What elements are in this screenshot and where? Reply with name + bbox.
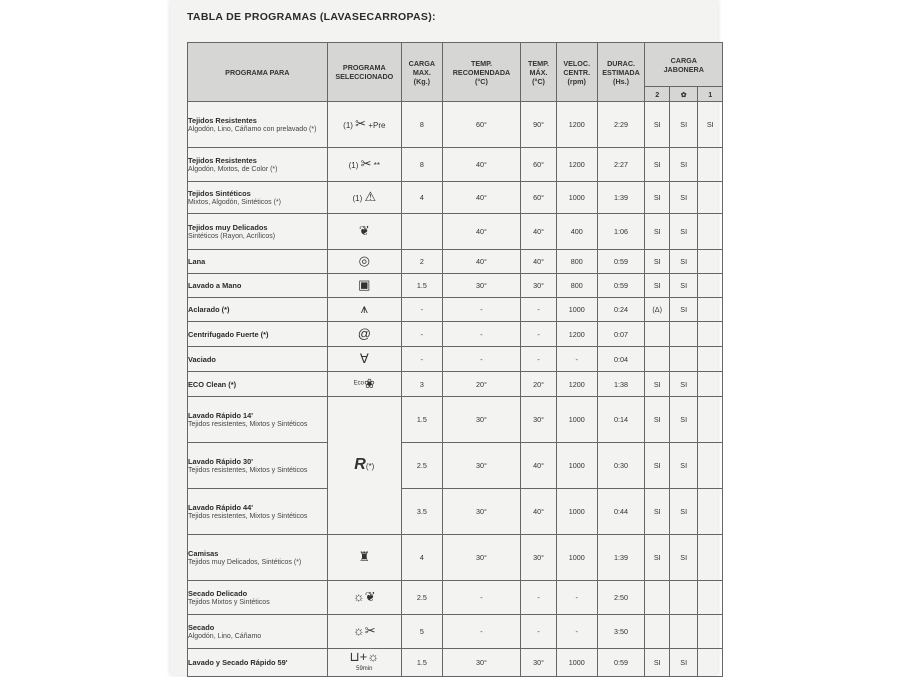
table-row (188, 148, 723, 182)
program-name (188, 298, 328, 322)
header-line: TEMP. (470, 58, 492, 68)
jab-flower-cell: SI (669, 250, 698, 274)
durac-cell: 3:50 (597, 615, 645, 649)
header-durac-estimada (597, 43, 645, 102)
header-line: SELECCIONADO (335, 72, 394, 81)
jab-flower-cell (669, 615, 698, 649)
header-line: ESTIMADA (602, 67, 640, 77)
eco-label: Eco (353, 379, 365, 386)
program-title: ECO Clean (*) (188, 379, 237, 389)
temp-rec-cell: 40° (442, 148, 520, 182)
veloc-cell: 1000 (556, 397, 597, 443)
program-symbol (327, 615, 401, 649)
temp-rec-cell: 30° (442, 397, 520, 443)
jab-flower-cell: SI (669, 274, 698, 298)
program-fabrics: Algodón, Lino, Cáñamo con prelavado (*) (188, 125, 317, 133)
durac-cell: 0:24 (597, 298, 645, 322)
program-name (188, 489, 328, 535)
veloc-cell: 1200 (556, 148, 597, 182)
symbol-prefix: (1) (343, 121, 353, 130)
temp-rec-cell: 40° (442, 250, 520, 274)
program-fabrics: Mixtos, Algodón, Sintéticos (*) (188, 198, 281, 206)
program-title: Lavado y Secado Rápido 59' (188, 658, 288, 667)
cotton-icon: ✂ (360, 156, 372, 171)
veloc-cell: 1200 (556, 322, 597, 347)
program-symbol (327, 274, 401, 298)
veloc-cell: 1000 (556, 489, 597, 535)
cotton-icon: ✂ (355, 116, 367, 131)
header-line: CENTR. (563, 67, 591, 77)
temp-rec-cell: - (442, 322, 520, 347)
temp-max-cell: 40° (521, 214, 557, 250)
jab-2-cell: SI (645, 182, 669, 214)
header-line: (Kg.) (413, 76, 431, 86)
jab-2-cell (645, 322, 669, 347)
jab-2-cell: SI (645, 489, 669, 535)
program-fabrics: Tejidos muy Delicados, Sintéticos (*) (188, 558, 302, 566)
delicate-dry-icon: ☼❦ (352, 589, 376, 604)
jab-flower-cell: SI (669, 443, 698, 489)
jab-2-cell: SI (645, 102, 669, 148)
jab-2-cell: (Δ) (645, 298, 669, 322)
jab-flower-cell (669, 347, 698, 372)
temp-max-cell: 90° (521, 102, 557, 148)
table-row (188, 581, 723, 615)
wash-dry-icon: ⊔+☼ (349, 648, 380, 664)
program-symbol (327, 322, 401, 347)
temp-rec-cell: 30° (442, 443, 520, 489)
table-row (188, 489, 723, 535)
temp-max-cell: - (521, 347, 557, 372)
symbol-prefix: (1) (352, 194, 363, 203)
jab-1-cell (698, 397, 723, 443)
veloc-cell: 800 (556, 274, 597, 298)
temp-rec-cell: - (442, 615, 520, 649)
program-name (188, 581, 328, 615)
symbol-suffix: ** (373, 161, 380, 170)
durac-cell: 1:39 (597, 182, 645, 214)
table-row (188, 347, 723, 372)
table-row (188, 214, 723, 250)
temp-rec-cell: 30° (442, 274, 520, 298)
carga-cell: - (401, 298, 442, 322)
temp-rec-cell: 30° (442, 489, 520, 535)
header-line: CARGA (670, 55, 697, 65)
program-name (188, 148, 328, 182)
dry-icon: ☼✂ (352, 623, 376, 638)
carga-cell: 1.5 (401, 397, 442, 443)
temp-rec-cell: 60° (442, 102, 520, 148)
program-name (188, 322, 328, 347)
program-symbol (327, 535, 401, 581)
header-line: PROGRAMA (342, 63, 386, 72)
jab-flower-cell (669, 581, 698, 615)
wool-icon: ◎ (358, 253, 370, 268)
durac-cell: 1:39 (597, 535, 645, 581)
temp-rec-cell: 30° (442, 535, 520, 581)
program-symbol (327, 250, 401, 274)
jab-flower-cell: SI (669, 182, 698, 214)
program-title: Lavado Rápido 44' (188, 502, 254, 512)
veloc-cell: 1000 (556, 649, 597, 677)
durac-cell: 0:04 (597, 347, 645, 372)
veloc-cell: - (556, 581, 597, 615)
carga-cell (401, 214, 442, 250)
program-name (188, 443, 328, 489)
temp-rec-cell: 40° (442, 182, 520, 214)
program-symbol (327, 581, 401, 615)
temp-max-cell: 40° (521, 250, 557, 274)
carga-cell: 8 (401, 148, 442, 182)
jab-1-cell (698, 581, 723, 615)
program-title: Aclarado (*) (188, 305, 230, 314)
program-symbol (327, 102, 401, 148)
program-title: Vaciado (188, 354, 216, 364)
veloc-cell: 1000 (556, 298, 597, 322)
program-title: Secado Delicado (188, 588, 248, 598)
carga-cell: 1.5 (401, 274, 442, 298)
jab-flower-cell: SI (669, 372, 698, 397)
symbol-suffix: (*) (365, 462, 375, 471)
jab-flower-cell: SI (669, 535, 698, 581)
program-name (188, 372, 328, 397)
jab-1-cell (698, 250, 723, 274)
synthetics-icon: ⚠ (364, 189, 377, 204)
program-title: Tejidos muy Delicados (188, 222, 268, 232)
veloc-cell: 1000 (556, 535, 597, 581)
program-fabrics: Algodón, Mixtos, de Color (*) (188, 165, 278, 173)
program-fabrics: Tejidos Mixtos y Sintéticos (188, 598, 270, 606)
program-symbol (327, 347, 401, 372)
header-carga-max (401, 43, 442, 102)
jab-flower-cell: SI (669, 298, 698, 322)
durac-cell: 0:44 (597, 489, 645, 535)
program-title: Tejidos Resistentes (188, 155, 257, 165)
shirt-icon: ♜ (358, 549, 371, 564)
carga-cell: 1.5 (401, 649, 442, 677)
jab-2-cell: SI (645, 214, 669, 250)
jab-1-cell (698, 214, 723, 250)
carga-cell: 4 (401, 535, 442, 581)
table-row (188, 298, 723, 322)
durac-cell: 0:30 (597, 443, 645, 489)
veloc-cell: 1000 (556, 182, 597, 214)
program-symbol (327, 214, 401, 250)
temp-max-cell: 30° (521, 274, 557, 298)
program-title: Lavado a Mano (188, 281, 242, 290)
veloc-cell: 1200 (556, 372, 597, 397)
durac-cell: 0:59 (597, 250, 645, 274)
jab-2-cell: SI (645, 250, 669, 274)
veloc-cell: 1200 (556, 102, 597, 148)
program-name (188, 347, 328, 372)
jab-flower-cell: SI (669, 489, 698, 535)
program-name (188, 102, 328, 148)
program-fabrics: Tejidos resistentes, Mixtos y Sintéticos (188, 420, 308, 428)
durac-cell: 2:50 (597, 581, 645, 615)
symbol-prefix: (1) (348, 161, 359, 170)
page-title: TABLA DE PROGRAMAS (LAVASECARROPAS): (187, 11, 436, 23)
jab-2-cell: SI (645, 372, 669, 397)
table-row (188, 372, 723, 397)
jab-1-cell (698, 274, 723, 298)
header-line: (rpm) (567, 76, 586, 86)
program-name (188, 214, 328, 250)
table-row (188, 102, 723, 148)
header-line: MAX. (412, 67, 431, 77)
jab-1-cell (698, 535, 723, 581)
jab-2-cell (645, 615, 669, 649)
carga-cell: 3 (401, 372, 442, 397)
temp-max-cell: - (521, 581, 557, 615)
jab-1-cell (698, 298, 723, 322)
hand-wash-icon: ▣ (358, 277, 371, 292)
flower-icon: ✿ (669, 87, 698, 102)
feather-icon: ❦ (358, 223, 370, 238)
rinse-icon: ⩚ (360, 301, 368, 316)
program-title: Lavado Rápido 30' (188, 456, 254, 466)
jab-1-cell (698, 489, 723, 535)
header-line: TEMP. (527, 58, 550, 68)
program-name (188, 615, 328, 649)
temp-max-cell: 40° (521, 443, 557, 489)
durac-cell: 1:06 (597, 214, 645, 250)
carga-cell: 8 (401, 102, 442, 148)
temp-max-cell: 30° (521, 649, 557, 677)
carga-cell: 4 (401, 182, 442, 214)
jab-1-cell (698, 148, 723, 182)
carga-cell: 2.5 (401, 581, 442, 615)
temp-rec-cell: - (442, 581, 520, 615)
program-symbol (327, 148, 401, 182)
jab-2-cell (645, 581, 669, 615)
spin-icon: @ (357, 325, 371, 341)
header-line: JABONERA (663, 64, 704, 74)
program-name (188, 397, 328, 443)
durac-cell: 2:29 (597, 102, 645, 148)
temp-rec-cell: - (442, 347, 520, 372)
durac-cell: 0:14 (597, 397, 645, 443)
program-title: Lana (188, 257, 206, 266)
program-title: Lavado Rápido 14' (188, 410, 254, 420)
eco-clean-icon: ❀ (364, 375, 375, 391)
jab-2-cell: SI (645, 274, 669, 298)
carga-cell: 5 (401, 615, 442, 649)
header-line: (°C) (475, 76, 488, 86)
durac-cell: 0:59 (597, 649, 645, 677)
program-symbol (327, 298, 401, 322)
jab-1-cell (698, 443, 723, 489)
program-title: Secado (188, 622, 215, 632)
durac-cell: 0:59 (597, 274, 645, 298)
symbol-suffix: 59min (356, 665, 373, 672)
temp-max-cell: 30° (521, 535, 557, 581)
table-row (188, 322, 723, 347)
program-fabrics: Algodón, Lino, Cáñamo (188, 632, 262, 640)
jab-1-cell (698, 615, 723, 649)
jab-2-cell (645, 347, 669, 372)
jab-2-cell: SI (645, 397, 669, 443)
header-veloc-centr (556, 43, 597, 102)
program-symbol (327, 649, 401, 677)
program-fabrics: Tejidos resistentes, Mixtos y Sintéticos (188, 512, 308, 520)
rapid-wash-icon: R (354, 456, 366, 473)
header-programa-para: PROGRAMA PARA (188, 43, 328, 102)
header-temp-max (521, 43, 557, 102)
jab-1-cell (698, 649, 723, 677)
table-row (188, 443, 723, 489)
jab-2-cell: SI (645, 535, 669, 581)
program-symbol (327, 397, 401, 535)
table-row (188, 649, 723, 677)
jab-2-cell: SI (645, 443, 669, 489)
durac-cell: 0:07 (597, 322, 645, 347)
temp-max-cell: 60° (521, 148, 557, 182)
program-name (188, 649, 328, 677)
durac-cell: 1:38 (597, 372, 645, 397)
veloc-cell: 400 (556, 214, 597, 250)
temp-max-cell: 30° (521, 397, 557, 443)
header-line: DURAC. (607, 58, 636, 68)
jab-1-cell (698, 182, 723, 214)
jab-1-cell (698, 322, 723, 347)
header-programa-seleccionado (327, 43, 401, 102)
temp-max-cell: - (521, 322, 557, 347)
program-name (188, 274, 328, 298)
carga-cell: 3.5 (401, 489, 442, 535)
program-symbol (327, 372, 401, 397)
program-name (188, 250, 328, 274)
header-jabonera-2: 2 (645, 87, 669, 102)
jab-flower-cell: SI (669, 148, 698, 182)
header-line: CARGA (408, 58, 436, 68)
table-row (188, 535, 723, 581)
header-line: (Hs.) (613, 76, 630, 86)
jab-flower-cell: SI (669, 102, 698, 148)
veloc-cell: 1000 (556, 443, 597, 489)
jab-flower-cell: SI (669, 214, 698, 250)
header-line: (°C) (532, 76, 545, 86)
temp-rec-cell: 30° (442, 649, 520, 677)
header-line: MÁX. (529, 67, 548, 77)
jab-2-cell: SI (645, 649, 669, 677)
durac-cell: 2:27 (597, 148, 645, 182)
header-temp-recomendada (442, 43, 520, 102)
temp-max-cell: - (521, 615, 557, 649)
jab-1-cell (698, 372, 723, 397)
veloc-cell: - (556, 615, 597, 649)
temp-max-cell: 60° (521, 182, 557, 214)
temp-rec-cell: 40° (442, 214, 520, 250)
veloc-cell: - (556, 347, 597, 372)
program-title: Tejidos Sintéticos (188, 188, 251, 198)
program-name (188, 535, 328, 581)
jab-1-cell (698, 347, 723, 372)
program-symbol (327, 182, 401, 214)
table-row (188, 397, 723, 443)
carga-cell: - (401, 347, 442, 372)
program-name (188, 182, 328, 214)
temp-max-cell: 40° (521, 489, 557, 535)
jab-flower-cell (669, 322, 698, 347)
header-line: RECOMENDADA (452, 67, 511, 77)
table-row (188, 274, 723, 298)
program-title: Camisas (188, 548, 219, 558)
jab-flower-cell: SI (669, 649, 698, 677)
temp-max-cell: - (521, 298, 557, 322)
table-row (188, 615, 723, 649)
jab-flower-cell: SI (669, 397, 698, 443)
temp-rec-cell: - (442, 298, 520, 322)
carga-cell: - (401, 322, 442, 347)
veloc-cell: 800 (556, 250, 597, 274)
program-fabrics: Tejidos resistentes, Mixtos y Sintéticos (188, 466, 308, 474)
program-table (187, 42, 723, 677)
carga-cell: 2 (401, 250, 442, 274)
symbol-suffix: +Pre (368, 121, 386, 130)
header-line: VELOC. (563, 58, 591, 68)
temp-max-cell: 20° (521, 372, 557, 397)
drain-icon: ∀ (359, 350, 369, 366)
table-row (188, 182, 723, 214)
jab-2-cell: SI (645, 148, 669, 182)
table-row (188, 250, 723, 274)
program-fabrics: Sintéticos (Rayon, Acrílicos) (188, 232, 276, 240)
jab-1-cell: SI (698, 102, 723, 148)
header-carga-jabonera (645, 43, 723, 87)
program-title: Tejidos Resistentes (188, 115, 257, 125)
program-title: Centrifugado Fuerte (*) (188, 329, 269, 339)
header-jabonera-1: 1 (698, 87, 723, 102)
carga-cell: 2.5 (401, 443, 442, 489)
temp-rec-cell: 20° (442, 372, 520, 397)
